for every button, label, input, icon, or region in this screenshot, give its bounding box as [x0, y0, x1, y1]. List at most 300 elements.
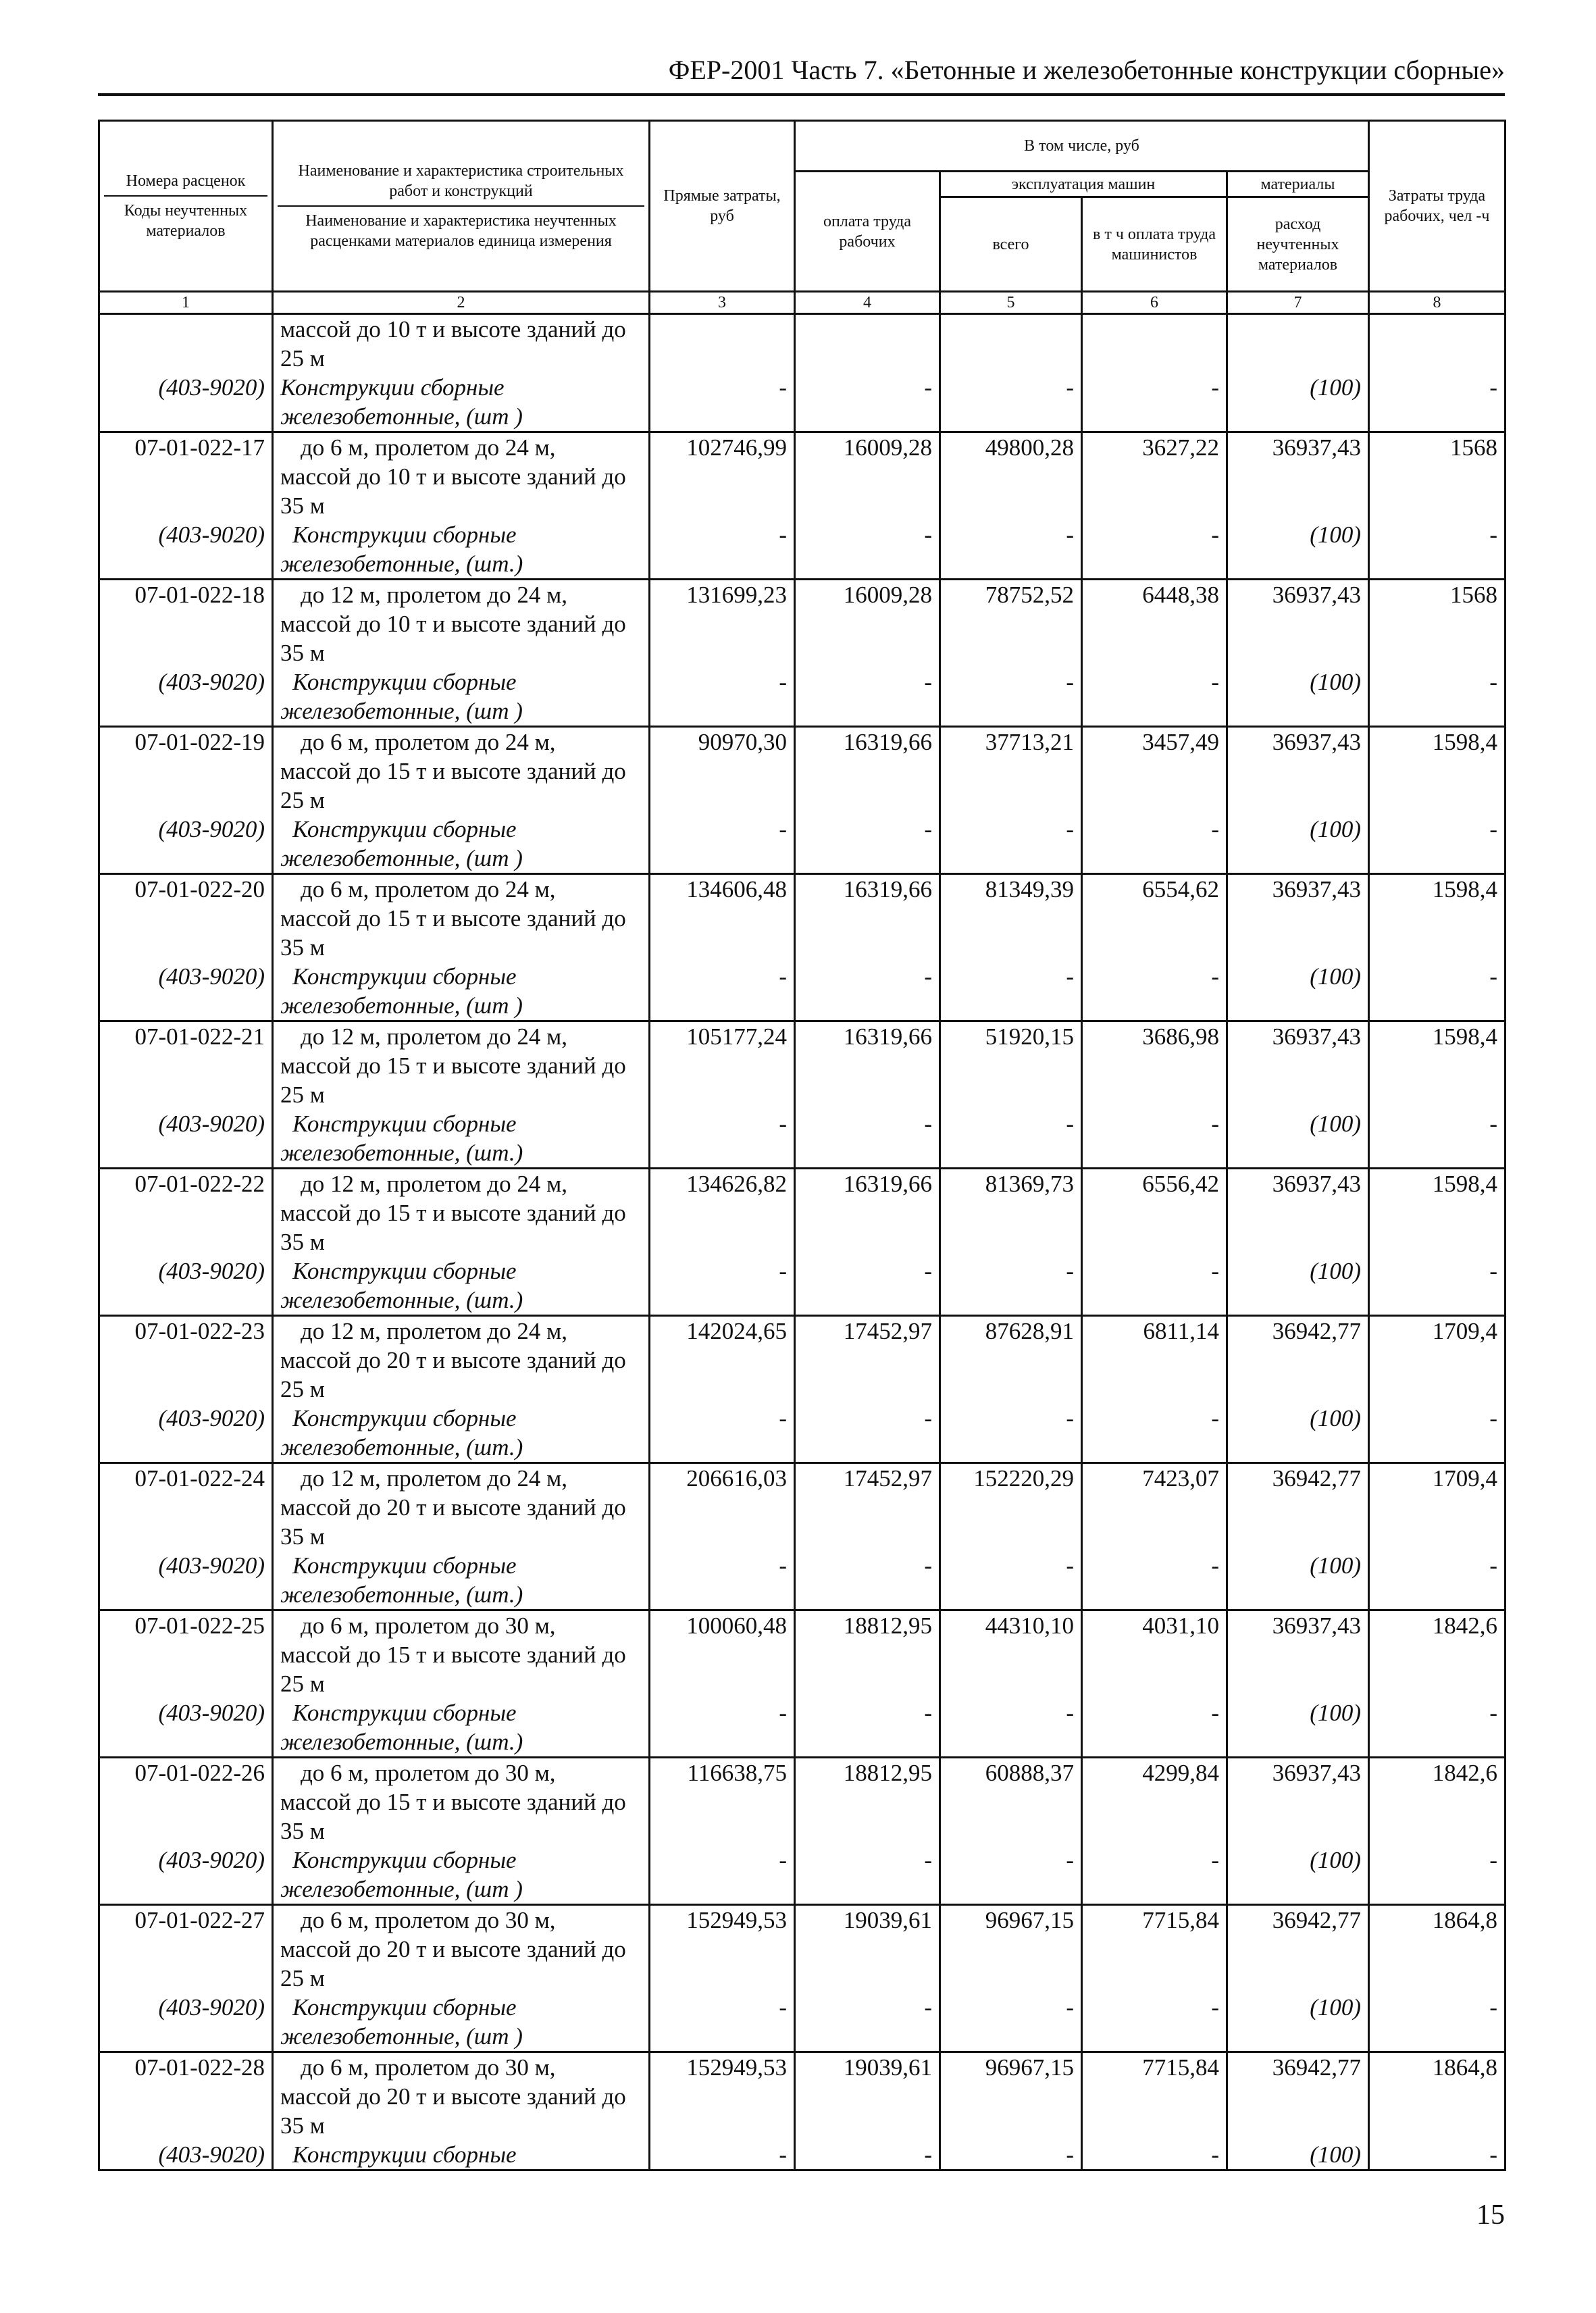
material-worker-pay: -: [795, 815, 940, 874]
table-row: [99, 2052, 1505, 2141]
direct-costs-value: 105177,24: [650, 1021, 795, 1110]
material-machines-total: -: [940, 1551, 1082, 1610]
page-header: ФЕР-2001 Часть 7. «Бетонные и железобетонные конструкции сборные»: [668, 55, 1505, 85]
material-name-line: Конструкции сборные: [292, 2141, 517, 2168]
description-line: до 12 м, пролетом до 24 м,: [301, 1318, 567, 1344]
header-including: В том числе, руб: [795, 121, 1369, 172]
material-direct-costs: -: [650, 962, 795, 1021]
material-row: [99, 962, 1505, 1021]
material-name-line: железобетонные, (шт ): [280, 698, 523, 724]
material-labor-hours: -: [1369, 520, 1505, 580]
header-material-name: Наименование и характеристика неучтенных расценками материалов единица измерения: [305, 212, 617, 250]
material-row: [99, 2140, 1505, 2170]
description-line: до 12 м, пролетом до 24 м,: [301, 1465, 567, 1492]
worker-pay-value: 18812,95: [795, 1610, 940, 1699]
description-line: 35 м: [280, 1229, 325, 1255]
material-consumption-value: 36937,43: [1227, 727, 1369, 815]
continuation-row: [99, 314, 1505, 374]
description-line: 25 м: [280, 1671, 325, 1697]
description-line: массой до 20 т и высоте зданий до: [280, 1347, 626, 1373]
material-operator-pay: -: [1082, 667, 1227, 727]
description-line: массой до 15 т и высоте зданий до: [280, 758, 626, 784]
material-worker-pay: -: [795, 1109, 940, 1169]
material-code: (403-9020): [99, 1698, 273, 1758]
material-material-consumption: (100): [1227, 520, 1369, 580]
description-line: массой до 15 т и высоте зданий до: [280, 1642, 626, 1668]
description-line: 35 м: [280, 640, 325, 666]
material-material-consumption: (100): [1227, 2140, 1369, 2170]
material-name-line: железобетонные, (шт ): [280, 1876, 523, 1902]
table-row: [99, 874, 1505, 963]
operator-pay-value: 6554,62: [1082, 874, 1227, 963]
material-name-cell: [273, 1109, 650, 1169]
description-line: 25 м: [280, 1082, 325, 1108]
rate-code: 07-01-022-20: [99, 874, 273, 963]
direct-costs-value: 152949,53: [650, 1905, 795, 1993]
machines-total-value: 81369,73: [940, 1169, 1082, 1257]
material-material-consumption: (100): [1227, 667, 1369, 727]
material-labor-hours: -: [1369, 373, 1505, 432]
material-direct-costs: -: [650, 815, 795, 874]
rate-code: 07-01-022-17: [99, 432, 273, 521]
material-row: [99, 1698, 1505, 1758]
material-machines-total: -: [940, 1109, 1082, 1169]
header-cell-codes: [99, 121, 273, 292]
material-name-line: железобетонные, (шт.): [280, 1581, 523, 1608]
material-name-cell: [273, 2140, 650, 2170]
description-line: 35 м: [280, 492, 325, 519]
material-labor-hours: -: [1369, 1256, 1505, 1316]
column-number: 3: [650, 292, 795, 314]
material-code: (403-9020): [99, 1993, 273, 2052]
material-row: [99, 1551, 1505, 1610]
material-worker-pay: -: [795, 667, 940, 727]
material-material-consumption: (100): [1227, 1698, 1369, 1758]
description-cell: [273, 1169, 650, 1257]
labor-hours-value: 1709,4: [1369, 1316, 1505, 1404]
material-consumption-value: 36937,43: [1227, 580, 1369, 668]
labor-hours-value: 1709,4: [1369, 1463, 1505, 1552]
machines-total-value: 37713,21: [940, 727, 1082, 815]
material-operator-pay: -: [1082, 1551, 1227, 1610]
description-cell: [273, 580, 650, 668]
material-material-consumption: (100): [1227, 815, 1369, 874]
material-row: [99, 373, 1505, 432]
description-line: 25 м: [280, 787, 325, 813]
labor-hours-value: 1598,4: [1369, 1021, 1505, 1110]
material-material-consumption: (100): [1227, 1993, 1369, 2052]
material-consumption-value: 36937,43: [1227, 432, 1369, 521]
material-direct-costs: -: [650, 520, 795, 580]
description-line: до 12 м, пролетом до 24 м,: [301, 1023, 567, 1050]
worker-pay-value: 16319,66: [795, 1021, 940, 1110]
header-worker-pay: оплата труда рабочих: [795, 172, 940, 292]
operator-pay-value: 3627,22: [1082, 432, 1227, 521]
description-line: массой до 15 т и высоте зданий до: [280, 1200, 626, 1226]
material-name-line: Конструкции сборные: [292, 522, 517, 548]
material-labor-hours: -: [1369, 2140, 1505, 2170]
labor-hours-value: 1568: [1369, 432, 1505, 521]
material-name-cell: [273, 1846, 650, 1905]
labor-hours-value: 1842,6: [1369, 1610, 1505, 1699]
machines-total-value: 51920,15: [940, 1021, 1082, 1110]
material-consumption-value: 36942,77: [1227, 2052, 1369, 2141]
material-name-cell: [273, 373, 650, 432]
material-consumption-value: 36937,43: [1227, 1021, 1369, 1110]
material-row: [99, 1404, 1505, 1463]
rate-code: 07-01-022-24: [99, 1463, 273, 1552]
header-material-consumption: расход неучтенных материалов: [1227, 197, 1369, 292]
description-line: до 6 м, пролетом до 24 м,: [301, 729, 556, 755]
rate-code: 07-01-022-19: [99, 727, 273, 815]
material-material-consumption: (100): [1227, 1256, 1369, 1316]
material-machines-total: -: [940, 520, 1082, 580]
direct-costs-value: 152949,53: [650, 2052, 795, 2141]
material-material-consumption: (100): [1227, 962, 1369, 1021]
table-header: [99, 121, 1505, 314]
table-row: [99, 1021, 1505, 1110]
rate-code: 07-01-022-23: [99, 1316, 273, 1404]
material-direct-costs: -: [650, 1698, 795, 1758]
material-labor-hours: -: [1369, 1846, 1505, 1905]
table-row: [99, 1169, 1505, 1257]
empty-cell: [99, 314, 273, 374]
description-cell: [273, 727, 650, 815]
operator-pay-value: 7423,07: [1082, 1463, 1227, 1552]
material-name-line: железобетонные, (шт ): [280, 845, 523, 871]
material-row: [99, 1109, 1505, 1169]
header-materials: материалы: [1227, 172, 1369, 197]
operator-pay-value: 3457,49: [1082, 727, 1227, 815]
rate-code: 07-01-022-18: [99, 580, 273, 668]
machines-total-value: 78752,52: [940, 580, 1082, 668]
material-name-cell: [273, 667, 650, 727]
material-direct-costs: -: [650, 373, 795, 432]
description-line: до 12 м, пролетом до 24 м,: [301, 582, 567, 608]
description-line: массой до 10 т и высоте зданий до: [280, 611, 626, 637]
material-name-line: железобетонные, (шт ): [280, 403, 523, 430]
table-row: [99, 432, 1505, 521]
description-line: до 6 м, пролетом до 24 м,: [301, 434, 556, 461]
material-operator-pay: -: [1082, 1404, 1227, 1463]
table-row: [99, 580, 1505, 668]
material-row: [99, 520, 1505, 580]
worker-pay-value: 18812,95: [795, 1758, 940, 1846]
operator-pay-value: 7715,84: [1082, 1905, 1227, 1993]
description-line: 25 м: [280, 345, 325, 372]
description-line: 35 м: [280, 934, 325, 961]
material-machines-total: -: [940, 667, 1082, 727]
material-machines-total: -: [940, 815, 1082, 874]
rates-table: [98, 120, 1506, 2171]
description-line: массой до 10 т и высоте зданий до: [280, 316, 626, 342]
labor-hours-value: 1568: [1369, 580, 1505, 668]
direct-costs-value: 102746,99: [650, 432, 795, 521]
material-name-line: Конструкции сборные: [292, 1700, 517, 1726]
material-consumption-value: 36942,77: [1227, 1316, 1369, 1404]
material-name-line: Конструкции сборные: [292, 669, 517, 695]
header-work-name: Наименование и характеристика строительных работ и конструкций: [278, 161, 644, 207]
rate-code: 07-01-022-25: [99, 1610, 273, 1699]
material-name-cell: [273, 1256, 650, 1316]
material-worker-pay: -: [795, 1551, 940, 1610]
material-name-cell: [273, 520, 650, 580]
description-line: до 6 м, пролетом до 24 м,: [301, 876, 556, 903]
material-name-line: железобетонные, (шт.): [280, 1729, 523, 1755]
description-line: массой до 15 т и высоте зданий до: [280, 1052, 626, 1079]
column-number-row: [99, 292, 1505, 314]
material-worker-pay: -: [795, 1846, 940, 1905]
description-line: 35 м: [280, 1818, 325, 1844]
rate-code: 07-01-022-22: [99, 1169, 273, 1257]
material-worker-pay: -: [795, 1256, 940, 1316]
material-worker-pay: -: [795, 1993, 940, 2052]
description-cell: [273, 432, 650, 521]
material-material-consumption: (100): [1227, 1846, 1369, 1905]
description-line: до 6 м, пролетом до 30 м,: [301, 1612, 556, 1639]
material-worker-pay: -: [795, 1698, 940, 1758]
material-name-line: Конструкции сборные: [280, 374, 505, 401]
material-row: [99, 667, 1505, 727]
material-row: [99, 1846, 1505, 1905]
material-machines-total: -: [940, 1404, 1082, 1463]
material-name-line: Конструкции сборные: [292, 816, 517, 842]
material-consumption-value: 36942,77: [1227, 1463, 1369, 1552]
description-cell: [273, 1463, 650, 1552]
material-code: (403-9020): [99, 815, 273, 874]
material-material-consumption: (100): [1227, 1109, 1369, 1169]
column-number: 7: [1227, 292, 1369, 314]
column-number: 2: [273, 292, 650, 314]
material-code: (403-9020): [99, 1846, 273, 1905]
material-name-line: Конструкции сборные: [292, 963, 517, 990]
rate-code: 07-01-022-28: [99, 2052, 273, 2141]
material-code: (403-9020): [99, 520, 273, 580]
operator-pay-value: 7715,84: [1082, 2052, 1227, 2141]
labor-hours-value: 1864,8: [1369, 1905, 1505, 1993]
description-line: 25 м: [280, 1376, 325, 1402]
description-cell: [273, 1021, 650, 1110]
material-machines-total: -: [940, 1993, 1082, 2052]
description-line: массой до 15 т и высоте зданий до: [280, 1789, 626, 1815]
material-name-cell: [273, 1698, 650, 1758]
worker-pay-value: 17452,97: [795, 1316, 940, 1404]
material-direct-costs: -: [650, 1256, 795, 1316]
material-name-line: Конструкции сборные: [292, 1405, 517, 1431]
material-direct-costs: -: [650, 1109, 795, 1169]
material-worker-pay: -: [795, 373, 940, 432]
description-cell: [273, 2052, 650, 2141]
material-code: (403-9020): [99, 1109, 273, 1169]
material-code: (403-9020): [99, 2140, 273, 2170]
material-code: (403-9020): [99, 667, 273, 727]
worker-pay-value: 19039,61: [795, 2052, 940, 2141]
material-machines-total: -: [940, 373, 1082, 432]
description-line: до 6 м, пролетом до 30 м,: [301, 2054, 556, 2081]
table-row: [99, 1905, 1505, 1993]
material-material-consumption: (100): [1227, 1404, 1369, 1463]
material-operator-pay: -: [1082, 1993, 1227, 2052]
description-line: 35 м: [280, 2112, 325, 2139]
material-name-cell: [273, 1551, 650, 1610]
material-worker-pay: -: [795, 2140, 940, 2170]
description-line: 35 м: [280, 1523, 325, 1550]
rate-code: 07-01-022-21: [99, 1021, 273, 1110]
worker-pay-value: 16009,28: [795, 580, 940, 668]
material-code: (403-9020): [99, 373, 273, 432]
description-line: массой до 10 т и высоте зданий до: [280, 463, 626, 490]
table-row: [99, 1316, 1505, 1404]
rate-code: 07-01-022-27: [99, 1905, 273, 1993]
machines-total-value: 60888,37: [940, 1758, 1082, 1846]
material-name-cell: [273, 962, 650, 1021]
direct-costs-value: 90970,30: [650, 727, 795, 815]
machines-total-value: 87628,91: [940, 1316, 1082, 1404]
rate-code: 07-01-022-26: [99, 1758, 273, 1846]
material-operator-pay: -: [1082, 2140, 1227, 2170]
material-machines-total: -: [940, 1698, 1082, 1758]
description-cell: [273, 1610, 650, 1699]
material-name-line: Конструкции сборные: [292, 1552, 517, 1579]
material-operator-pay: -: [1082, 1256, 1227, 1316]
header-machines-total: всего: [940, 197, 1082, 292]
description-cell: [273, 1905, 650, 1993]
labor-hours-value: 1598,4: [1369, 727, 1505, 815]
description-cell: [273, 1758, 650, 1846]
direct-costs-value: 100060,48: [650, 1610, 795, 1699]
material-direct-costs: -: [650, 2140, 795, 2170]
material-machines-total: -: [940, 1846, 1082, 1905]
description-cell: [273, 314, 650, 374]
material-code: (403-9020): [99, 1404, 273, 1463]
material-name-line: Конструкции сборные: [292, 1111, 517, 1137]
operator-pay-value: 3686,98: [1082, 1021, 1227, 1110]
material-labor-hours: -: [1369, 667, 1505, 727]
material-operator-pay: -: [1082, 520, 1227, 580]
material-name-line: железобетонные, (шт.): [280, 1434, 523, 1460]
machines-total-value: 96967,15: [940, 2052, 1082, 2141]
operator-pay-value: 6448,38: [1082, 580, 1227, 668]
worker-pay-value: 16319,66: [795, 874, 940, 963]
material-direct-costs: -: [650, 1404, 795, 1463]
machines-total-value: 81349,39: [940, 874, 1082, 963]
material-operator-pay: -: [1082, 962, 1227, 1021]
material-row: [99, 815, 1505, 874]
material-name-cell: [273, 815, 650, 874]
direct-costs-value: 142024,65: [650, 1316, 795, 1404]
material-operator-pay: -: [1082, 373, 1227, 432]
material-name-cell: [273, 1404, 650, 1463]
description-line: до 6 м, пролетом до 30 м,: [301, 1760, 556, 1786]
column-number: 4: [795, 292, 940, 314]
material-direct-costs: -: [650, 667, 795, 727]
material-operator-pay: -: [1082, 1698, 1227, 1758]
description-line: массой до 15 т и высоте зданий до: [280, 905, 626, 932]
operator-pay-value: 4031,10: [1082, 1610, 1227, 1699]
description-line: массой до 20 т и высоте зданий до: [280, 1494, 626, 1521]
machines-total-value: 152220,29: [940, 1463, 1082, 1552]
material-direct-costs: -: [650, 1846, 795, 1905]
table-row: [99, 727, 1505, 815]
material-code: (403-9020): [99, 962, 273, 1021]
column-number: 8: [1369, 292, 1505, 314]
material-labor-hours: -: [1369, 1698, 1505, 1758]
labor-hours-value: 1598,4: [1369, 1169, 1505, 1257]
material-name-line: железобетонные, (шт.): [280, 551, 523, 577]
material-consumption-value: 36942,77: [1227, 1905, 1369, 1993]
material-labor-hours: -: [1369, 962, 1505, 1021]
material-name-line: железобетонные, (шт ): [280, 2023, 523, 2050]
column-number: 5: [940, 292, 1082, 314]
material-code: (403-9020): [99, 1551, 273, 1610]
operator-pay-value: 4299,84: [1082, 1758, 1227, 1846]
description-line: массой до 20 т и высоте зданий до: [280, 2083, 626, 2110]
table-row: [99, 1758, 1505, 1846]
machines-total-value: 49800,28: [940, 432, 1082, 521]
material-operator-pay: -: [1082, 1109, 1227, 1169]
description-cell: [273, 1316, 650, 1404]
material-name-line: Конструкции сборные: [292, 1847, 517, 1873]
header-rate-numbers: Номера расценок: [104, 171, 267, 197]
material-labor-hours: -: [1369, 1109, 1505, 1169]
material-consumption-value: 36937,43: [1227, 1610, 1369, 1699]
worker-pay-value: 17452,97: [795, 1463, 940, 1552]
material-name-line: железобетонные, (шт ): [280, 992, 523, 1019]
material-code: (403-9020): [99, 1256, 273, 1316]
material-labor-hours: -: [1369, 1404, 1505, 1463]
material-name-line: Конструкции сборные: [292, 1994, 517, 2020]
material-operator-pay: -: [1082, 815, 1227, 874]
header-material-codes: Коды неучтенных материалов: [124, 202, 248, 240]
column-number: 1: [99, 292, 273, 314]
direct-costs-value: 134606,48: [650, 874, 795, 963]
material-consumption-value: 36937,43: [1227, 1169, 1369, 1257]
material-machines-total: -: [940, 962, 1082, 1021]
direct-costs-value: 131699,23: [650, 580, 795, 668]
material-name-line: Конструкции сборные: [292, 1258, 517, 1284]
material-consumption: (100): [1227, 373, 1369, 432]
material-worker-pay: -: [795, 1404, 940, 1463]
description-line: до 12 м, пролетом до 24 м,: [301, 1171, 567, 1197]
column-number: 6: [1082, 292, 1227, 314]
material-labor-hours: -: [1369, 1993, 1505, 2052]
material-row: [99, 1993, 1505, 2052]
description-line: до 6 м, пролетом до 30 м,: [301, 1907, 556, 1933]
material-labor-hours: -: [1369, 815, 1505, 874]
material-worker-pay: -: [795, 962, 940, 1021]
table-body: [99, 314, 1505, 2170]
table-row: [99, 1463, 1505, 1552]
material-direct-costs: -: [650, 1551, 795, 1610]
machines-total-value: 96967,15: [940, 1905, 1082, 1993]
direct-costs-value: 116638,75: [650, 1758, 795, 1846]
material-direct-costs: -: [650, 1993, 795, 2052]
header-rule: [98, 93, 1505, 96]
material-name-cell: [273, 1993, 650, 2052]
header-labor-hours: Затраты труда рабочих, чел -ч: [1369, 121, 1505, 292]
operator-pay-value: 6556,42: [1082, 1169, 1227, 1257]
material-worker-pay: -: [795, 520, 940, 580]
operator-pay-value: 6811,14: [1082, 1316, 1227, 1404]
page-number: 15: [1476, 2200, 1505, 2231]
table-row: [99, 1610, 1505, 1699]
material-row: [99, 1256, 1505, 1316]
worker-pay-value: 19039,61: [795, 1905, 940, 1993]
labor-hours-value: 1842,6: [1369, 1758, 1505, 1846]
description-line: массой до 20 т и высоте зданий до: [280, 1936, 626, 1962]
direct-costs-value: 206616,03: [650, 1463, 795, 1552]
worker-pay-value: 16319,66: [795, 727, 940, 815]
